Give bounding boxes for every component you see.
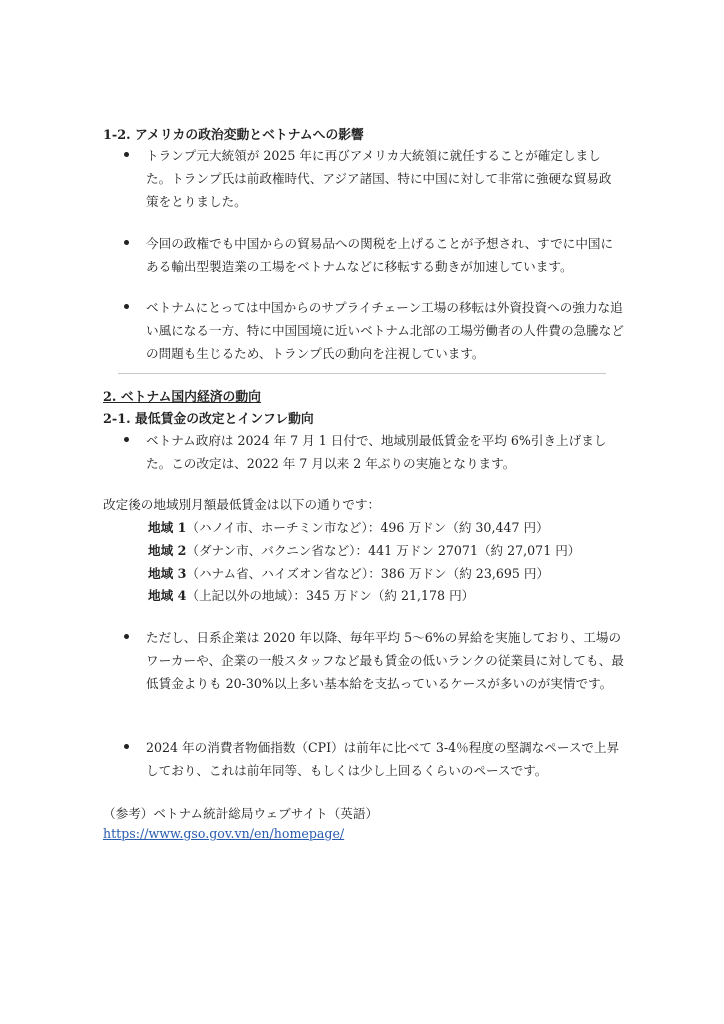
region-row-4 [148,585,474,604]
bullet-icon [124,304,129,309]
reference-label: （参考）ベトナム統計総局ウェブサイト（英語） [103,806,379,821]
bullet-cpi [124,736,624,782]
region-row-3 [148,563,549,582]
bullet-text: ベトナム政府は 2024 年 7 月 1 日付で、地域別最低賃金を平均 6%引き上げました。この改定は、2022 年 7 月以来 2 年ぶりの実施となります。 [146,433,607,471]
region-name: 地域 1 [148,520,187,535]
bullet-minimum-wage [124,429,624,475]
bullet-text: トランプ元大統領が 2025 年に再びアメリカ大統領に就任することが確定しました。トランプ氏は前政権時代、アジア諸国、特に中国に対して非常に強硬な貿易政策をとりました。 [146,148,612,209]
section-divider [118,373,606,374]
region-name: 地域 2 [148,543,187,558]
wage-intro-text: 改定後の地域別月額最低賃金は以下の通りです： [103,497,381,512]
region-detail: （ダナン市、バクニン省など）：441 万ドン 27071（約 27,071 円） [186,543,581,558]
section-heading-2-1: 2-1. 最低賃金の改定とインフレ動向 [103,412,314,427]
region-name: 地域 4 [148,588,187,603]
region-row-1 [148,517,549,536]
bullet-icon [124,152,129,157]
region-detail: （ハノイ市、ホーチミン市など）：496 万ドン（約 30,447 円） [186,520,549,535]
bullet-icon [124,744,129,749]
bullet-tariff-relocation [124,232,624,278]
bullet-text: ベトナムにとっては中国からのサプライチェーン工場の移転は外資投資への強力な追い風になる一方、特に中国国境に近いベトナム北部の工場労働者の人件費の急騰などの問題も生じるため、トランプ氏の動向を注視しています。 [146,300,624,361]
bullet-icon [124,437,129,442]
region-name: 地域 3 [148,566,187,581]
region-detail: （上記以外の地域）：345 万ドン（約 21,178 円） [186,588,475,603]
region-row-2 [148,540,580,559]
bullet-japanese-companies-raises [124,626,624,695]
reference-link[interactable]: https://www.gso.gov.vn/en/homepage/ [103,826,345,841]
bullet-icon [124,240,129,245]
section-heading-1-2: 1-2. アメリカの政治変動とベトナムへの影響 [103,128,364,143]
bullet-text: 今回の政権でも中国からの貿易品への関税を上げることが予想され、すでに中国にある輸出型製造業の工場をベトナムなどに移転する動きが加速しています。 [146,236,614,274]
region-detail: （ハナム省、ハイズオン省など）：386 万ドン（約 23,695 円） [186,566,550,581]
bullet-text: ただし、日系企業は 2020 年以降、毎年平均 5〜6%の昇給を実施しており、工場のワーカーや、企業の一般スタッフなど最も賃金の低いランクの従業員に対しても、最低賃金よりも 20-30%以上多い基本給を支払っているケースが多いのが実情です。 [146,630,624,691]
bullet-text: 2024 年の消費者物価指数（CPI）は前年に比べて 3-4％程度の堅調なペースで上昇しており、これは前年同等、もしくは少し上回るくらいのペースです。 [146,740,620,778]
section-heading-2: 2. ベトナム国内経済の動向 [103,390,261,405]
bullet-trump-inauguration [124,144,624,213]
bullet-supply-chain [124,296,624,365]
bullet-icon [124,634,129,639]
